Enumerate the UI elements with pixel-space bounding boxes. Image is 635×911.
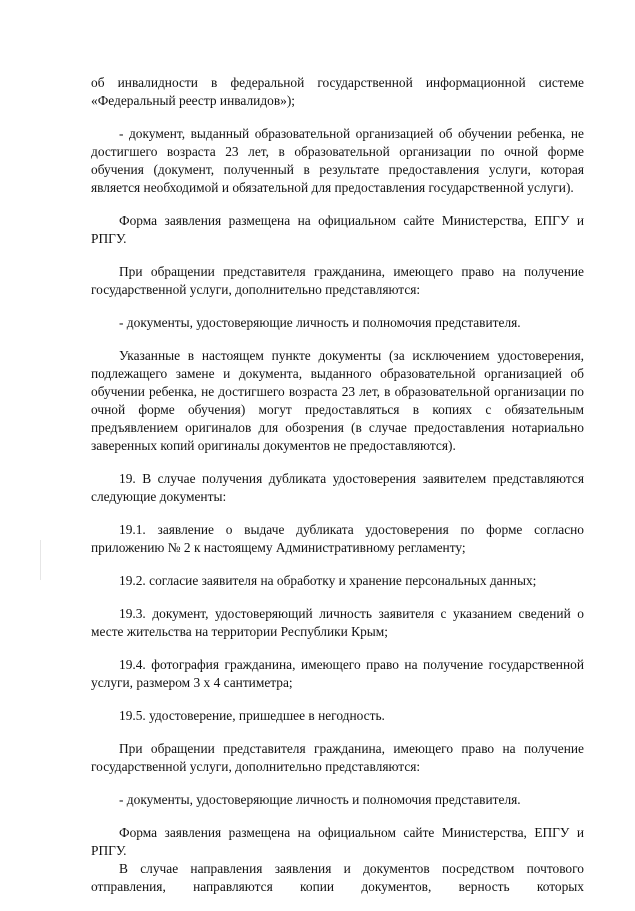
- paragraph-item-19-3: 19.3. документ, удостоверяющий личность заявителя с указанием сведений о месте жительства на территории Республики Крым;: [91, 606, 584, 639]
- paragraph-item-19-1: 19.1. заявление о выдаче дубликата удостоверения по форме согласно приложению № 2 к настоящему Административному регламенту;: [91, 522, 584, 555]
- paragraph-item-19: 19. В случае получения дубликата удостоверения заявителем представляются следующие документы:: [91, 471, 584, 504]
- paragraph-postal: В случае направления заявления и документов посредством почтового отправления, направляются копии документов, верность которых: [91, 861, 584, 894]
- scan-margin-mark: [40, 540, 41, 580]
- paragraph-representative-2: При обращении представителя гражданина, имеющего право на получение государственной услуги, дополнительно представляются:: [91, 741, 584, 774]
- paragraph-continuation: об инвалидности в федеральной государственной информационной системе «Федеральный реестр инвалидов»);: [91, 75, 584, 108]
- paragraph-item-19-4: 19.4. фотография гражданина, имеющего право на получение государственной услуги, размером 3 х 4 сантиметра;: [91, 657, 584, 690]
- paragraph-item-19-2: 19.2. согласие заявителя на обработку и хранение персональных данных;: [119, 573, 537, 588]
- paragraph-representative-documents-2: - документы, удостоверяющие личность и полномочия представителя.: [119, 792, 521, 807]
- paragraph-form-location-2: Форма заявления размещена на официальном сайте Министерства, ЕПГУ и РПГУ.: [91, 825, 584, 858]
- paragraph-form-location: Форма заявления размещена на официальном сайте Министерства, ЕПГУ и РПГУ.: [91, 213, 584, 246]
- paragraph-representative: При обращении представителя гражданина, имеющего право на получение государственной услуги, дополнительно представляются:: [91, 264, 584, 297]
- paragraph-copies: Указанные в настоящем пункте документы (за исключением удостоверения, подлежащего замене и документа, выданного образовательной организацией об обучении ребенка, не достигшего возраста 23 лет, в образовательной организации по очной форме обучения) могут предоставляться в копиях с обязательным предъявлением оригиналов для обозрения (в случае предоставления нотариально заверенных копий оригиналы документов не предоставляются).: [91, 348, 584, 453]
- paragraph-representative-documents: - документы, удостоверяющие личность и полномочия представителя.: [119, 315, 521, 330]
- document-body: [91, 74, 584, 911]
- paragraph-item-19-5: 19.5. удостоверение, пришедшее в негодность.: [119, 708, 385, 723]
- paragraph-education-document: - документ, выданный образовательной организацией об обучении ребенка, не достигшего возраста 23 лет, в образовательной организации по очной форме обучения (документ, полученный в результате предоставления услуги, которая является необходимой и обязательной для предоставления государственной услуги).: [91, 126, 584, 195]
